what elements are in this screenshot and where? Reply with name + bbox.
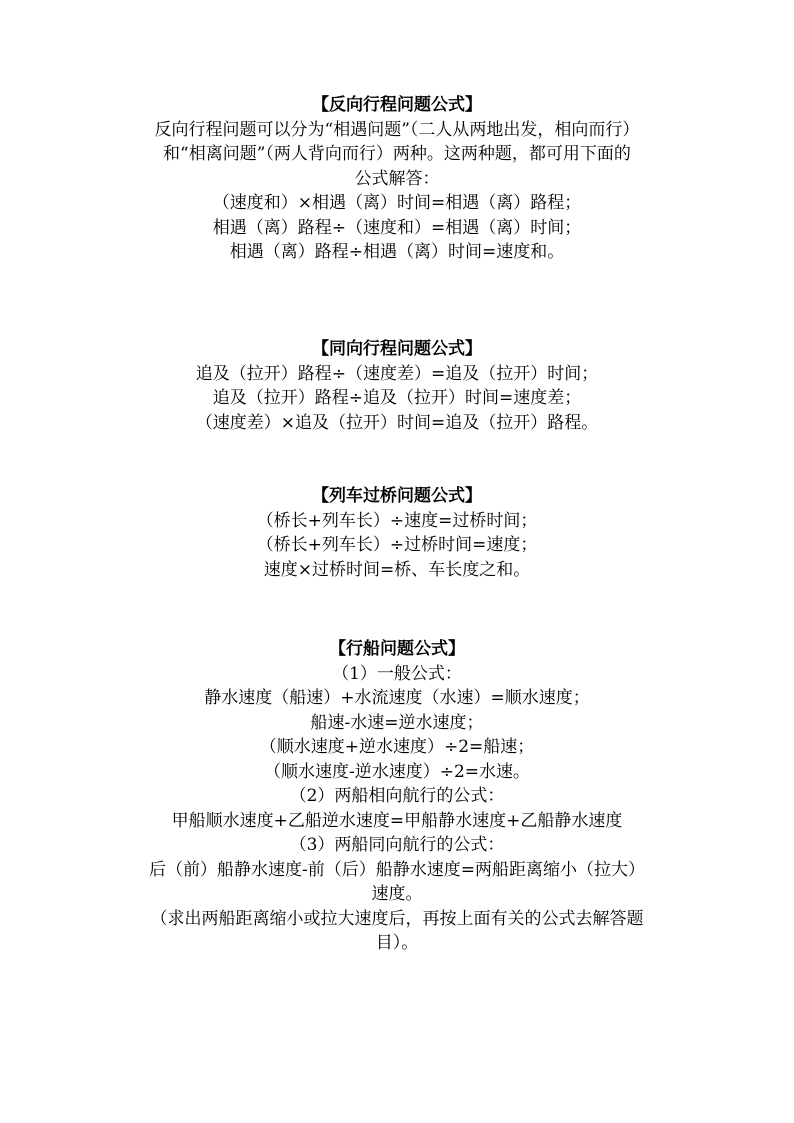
note-line: 目）。 xyxy=(375,933,419,953)
section-same-direction-travel xyxy=(100,337,694,435)
section-heading: 【同向行程问题公式】 xyxy=(312,339,482,359)
text-line: 公式解答： xyxy=(354,168,440,189)
formula-line: （桥长+列车长）÷过桥时间=速度； xyxy=(256,535,538,555)
formula-line: 静水速度（船速）+水流速度（水速）=顺水速度； xyxy=(204,688,590,708)
section-heading: 【反向行程问题公式】 xyxy=(312,95,482,115)
section-boat-travel xyxy=(100,637,694,956)
formula-line: （速度差）×追及（拉开）时间=追及（拉开）路程。 xyxy=(195,412,599,433)
subheading-line: （1）一般公式： xyxy=(332,663,462,684)
formula-line: 速度×过桥时间=桥、车长度之和。 xyxy=(263,559,531,580)
section-reverse-travel xyxy=(100,93,694,265)
formula-line: （顺水速度-逆水速度）÷2=水速。 xyxy=(263,761,531,782)
formula-line: 甲船顺水速度+乙船逆水速度=甲船静水速度+乙船静水速度 xyxy=(171,810,623,831)
note-line: （求出两船距离缩小或拉大速度后，再按上面有关的公式去解答题 xyxy=(150,908,644,929)
subheading-line: （2）两船相向航行的公式： xyxy=(289,786,505,806)
formula-line: （顺水速度+逆水速度）÷2=船速； xyxy=(259,737,535,757)
section-heading: 【列车过桥问题公式】 xyxy=(312,486,482,506)
formula-line: 追及（拉开）路程÷（速度差）=追及（拉开）时间； xyxy=(195,363,599,384)
section-heading: 【行船问题公式】 xyxy=(329,639,465,659)
formula-line: 后（前）船静水速度-前（后）船静水速度=两船距离缩小（拉大） xyxy=(149,859,645,880)
formula-line: 相遇（离）路程÷相遇（离）时间=速度和。 xyxy=(229,242,565,262)
formula-line: 速度。 xyxy=(371,884,423,904)
formula-line: （速度和）×相遇（离）时间=相遇（离）路程； xyxy=(212,193,582,213)
text-line: 反向行程问题可以分为“相遇问题”（二人从两地出发，相向而行） xyxy=(154,119,640,140)
text-line: 和“相离问题”（两人背向而行）两种。这两种题，都可用下面的 xyxy=(163,144,631,164)
formula-line: 相遇（离）路程÷（速度和）=相遇（离）时间； xyxy=(212,217,582,238)
formula-line: （桥长+列车长）÷速度=过桥时间； xyxy=(256,510,538,531)
subheading-line: （3）两船同向航行的公式： xyxy=(289,835,505,855)
section-train-bridge xyxy=(100,484,694,582)
formula-line: 船速-水速=逆水速度； xyxy=(310,712,484,733)
formula-line: 追及（拉开）路程÷追及（拉开）时间=速度差； xyxy=(212,388,582,408)
